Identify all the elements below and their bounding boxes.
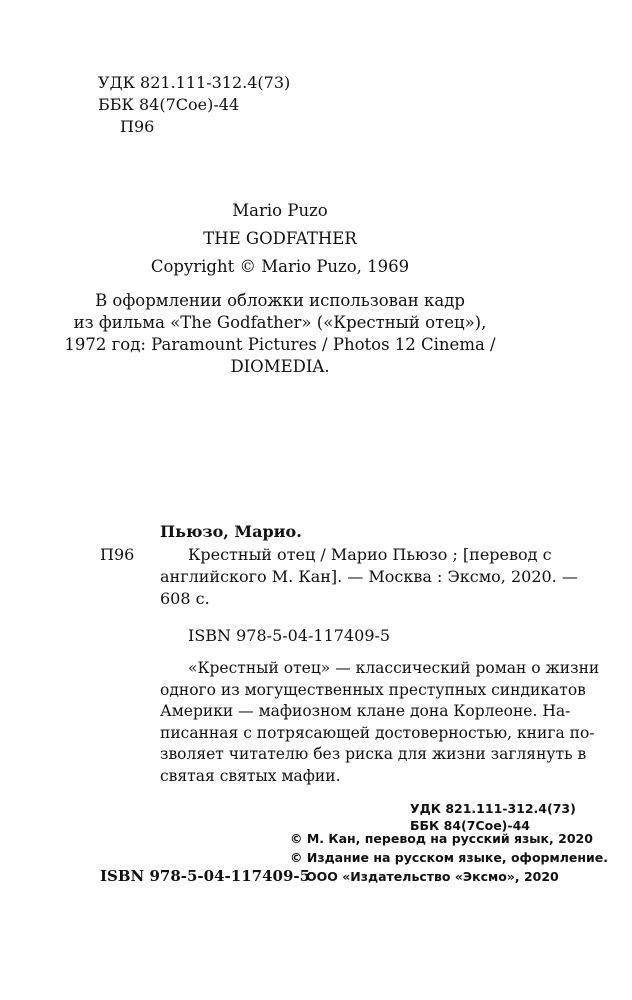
entry-line: английского М. Кан]. — Москва : Эксмо, 2020. — xyxy=(160,567,578,586)
catalog-entry-text xyxy=(160,544,580,610)
catalog-author-mark: П96 xyxy=(100,545,135,564)
catalog-udk: УДК 821.111-312.4(73) xyxy=(410,801,576,816)
original-copyright: Copyright © Mario Puzo, 1969 xyxy=(150,257,410,276)
annotation-line: писанная с потрясающей достоверностью, книга по- xyxy=(160,723,595,742)
original-title: THE GODFATHER xyxy=(203,229,357,248)
annotation-line: святая святых мафии. xyxy=(160,766,341,785)
annotation-line: зволяет читателю без риска для жизни заглянуть в xyxy=(160,745,587,763)
catalog-author-heading: Пьюзо, Марио. xyxy=(160,522,302,541)
entry-line: 608 с. xyxy=(160,589,210,608)
annotation xyxy=(160,658,600,787)
catalog-entry xyxy=(100,544,580,610)
original-author: Mario Puzo xyxy=(232,201,328,220)
author-mark: П96 xyxy=(120,117,155,136)
annotation-line: одного из могущественных преступных синдикатов xyxy=(160,680,586,699)
annotation-line: Америки — мафиозном клане дона Корлеоне. На- xyxy=(160,702,571,720)
rights-line: © М. Кан, перевод на русский язык, 2020 xyxy=(290,831,593,846)
top-classification-codes xyxy=(98,72,290,138)
cover-credit xyxy=(60,290,500,378)
catalog-card xyxy=(100,521,600,834)
entry-line: Крестный отец / Марио Пьюзо ; [перевод с xyxy=(188,545,552,564)
catalog-isbn: ISBN 978-5-04-117409-5 xyxy=(188,626,391,645)
rights-line: © Издание на русском языке, оформление. xyxy=(290,850,608,865)
rights-block xyxy=(290,829,608,886)
udk-code: УДК 821.111-312.4(73) xyxy=(98,73,291,92)
credit-line: 1972 год: Paramount Pictures / Photos 12 Cinema / xyxy=(64,335,496,354)
credit-line: из фильма «The Godfather» («Крестный отец»), xyxy=(73,313,487,332)
annotation-line: «Крестный отец» — классический роман о жизни xyxy=(188,659,600,677)
rights-line: ООО «Издательство «Эксмо», 2020 xyxy=(306,869,559,884)
bottom-isbn: ISBN 978-5-04-117409-5 xyxy=(100,867,311,885)
bbk-code: ББК 84(7Сое)-44 xyxy=(98,95,240,114)
catalog-bbk: ББК 84(7Сое)-44 xyxy=(410,818,530,833)
credit-line: В оформлении обложки использован кадр xyxy=(95,291,465,310)
original-edition-block xyxy=(80,197,480,281)
credit-line: DIOMEDIA. xyxy=(230,357,330,376)
